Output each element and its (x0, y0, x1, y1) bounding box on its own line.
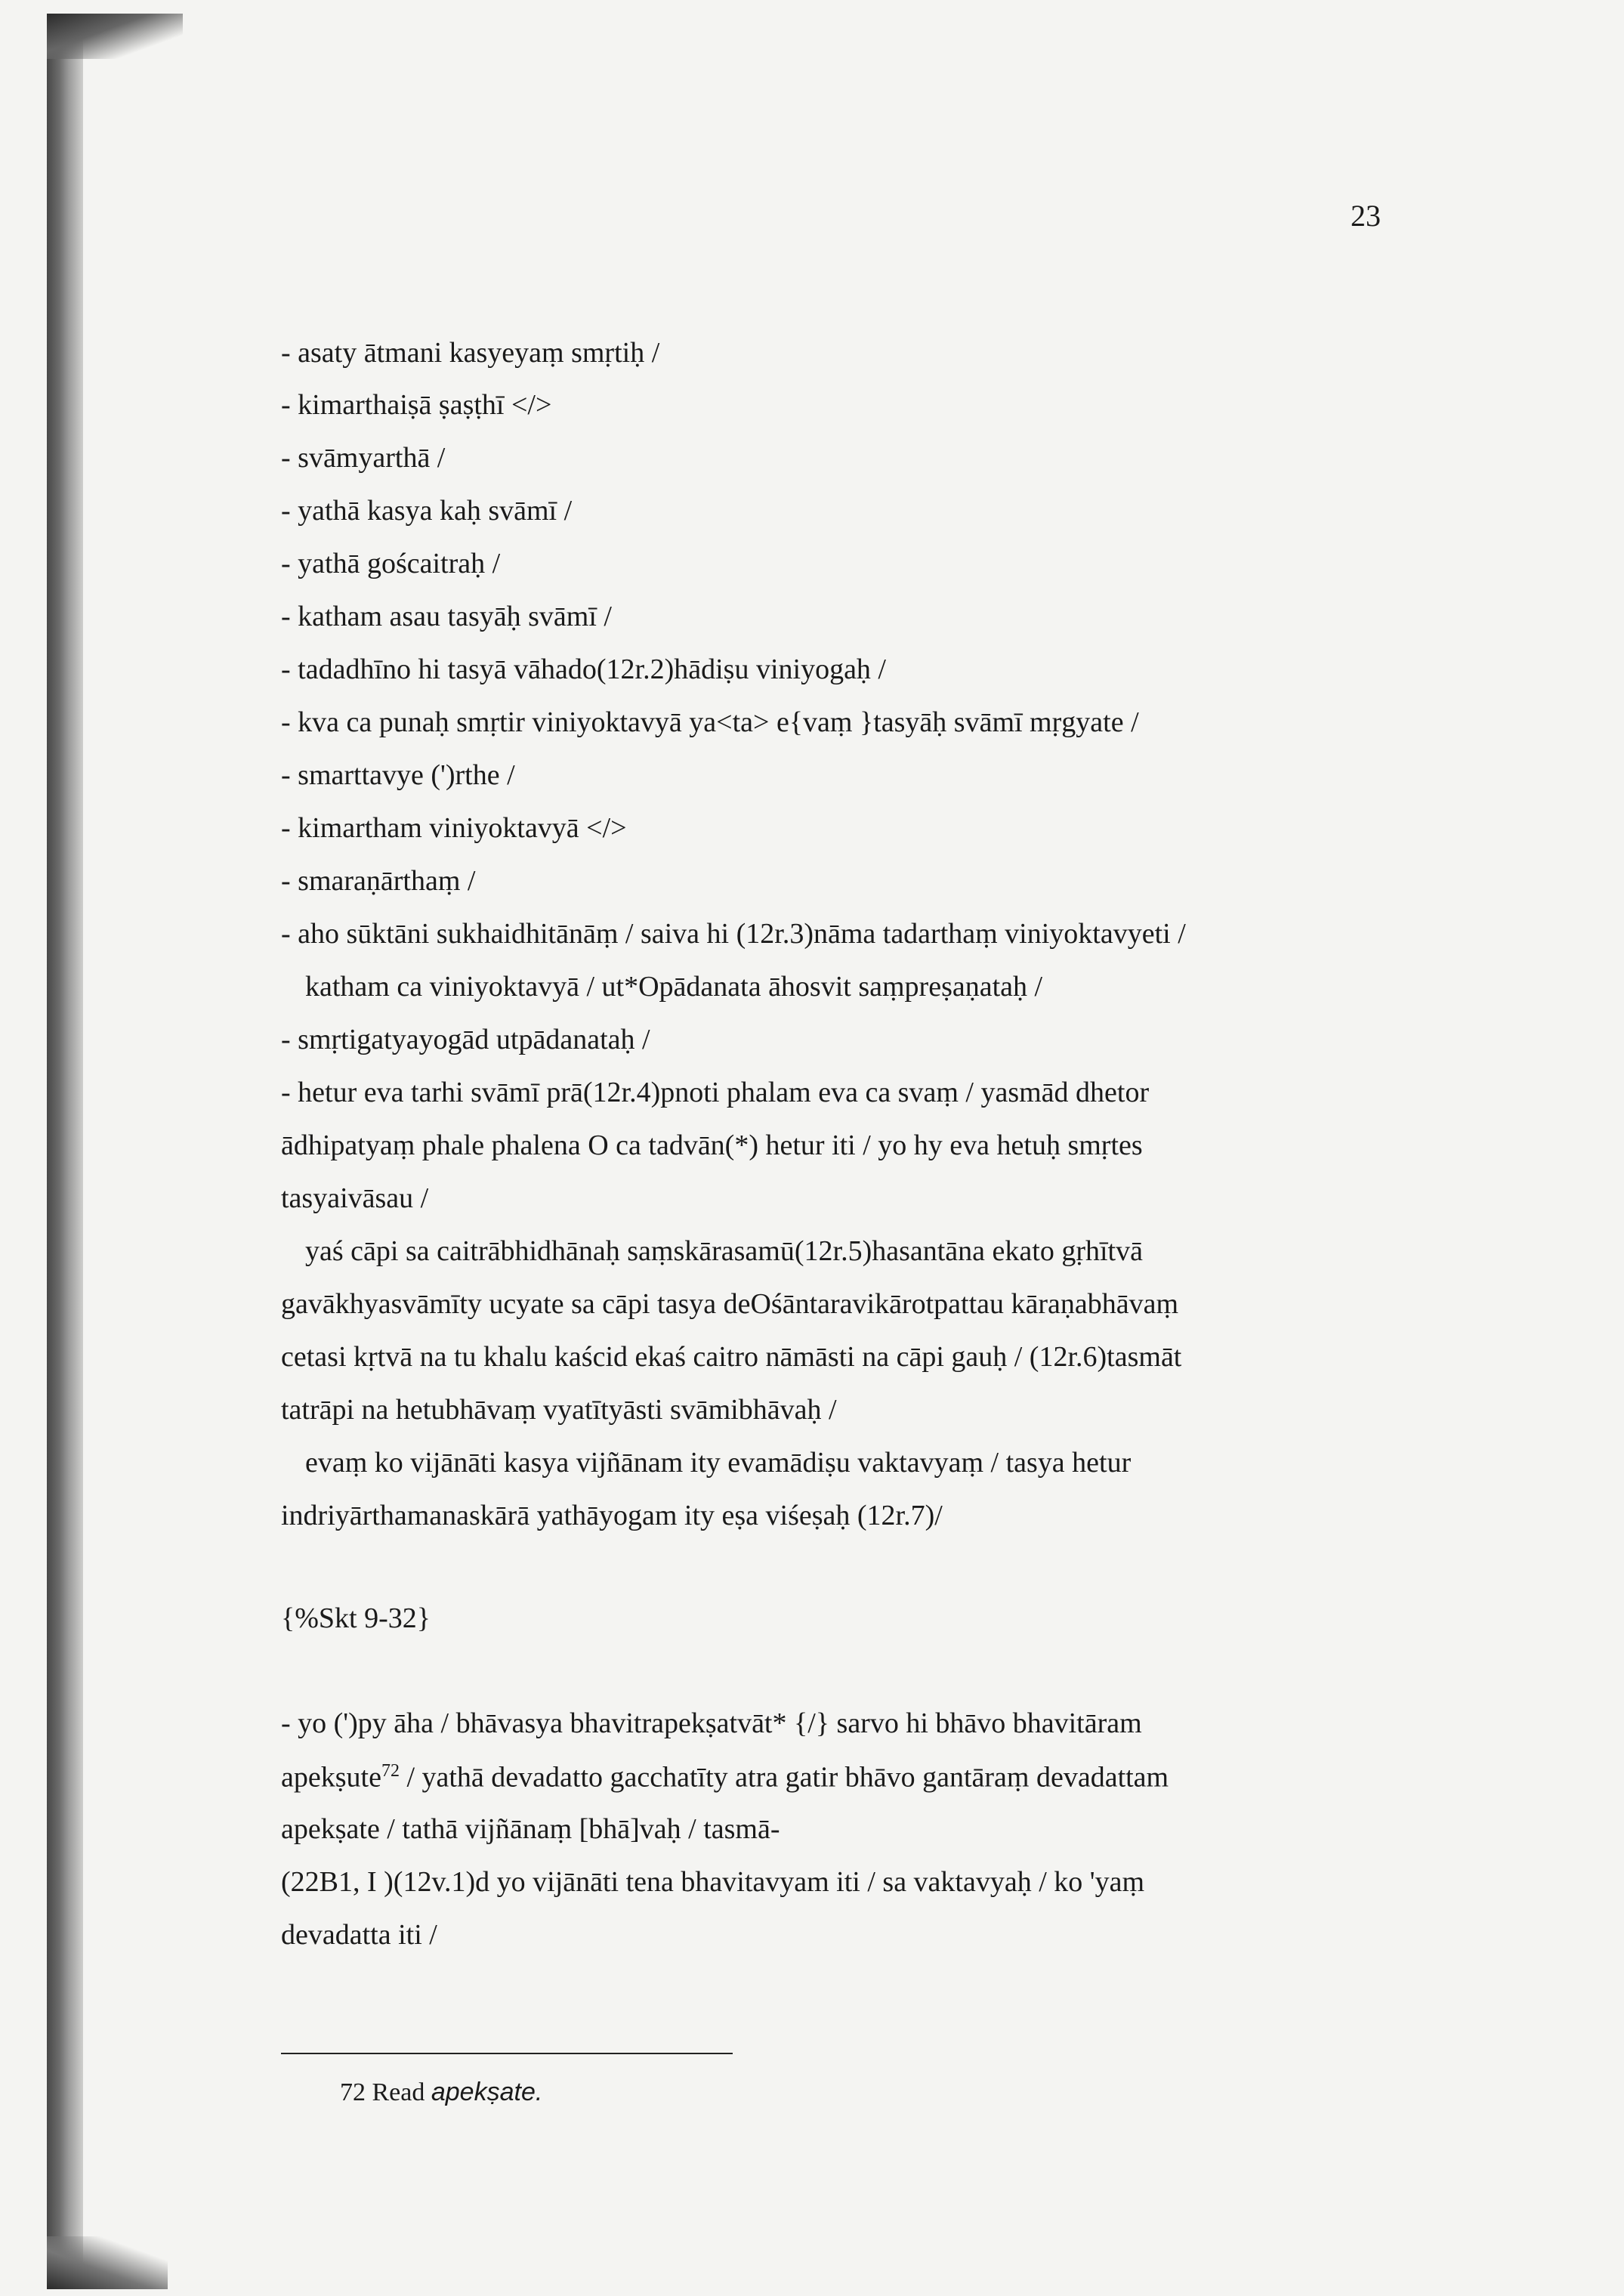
text-line: - yo (')py āha / bhāvasya bhavitrapekṣatvāt* {/} sarvo hi bhāvo bhavitāram (281, 1707, 1142, 1739)
text-line: yaś cāpi sa caitrābhidhānaḥ saṃskārasamū(12r.5)hasantāna ekato gṛhītvā (305, 1235, 1143, 1267)
footnote-text: Read (372, 2078, 425, 2106)
footnote-italic: apekṣate. (431, 2078, 543, 2106)
text-line: - kimarthaiṣā ṣaṣṭhī </> (281, 389, 552, 421)
text-line: - yathā goścaitraḥ / (281, 548, 501, 579)
text-line: - katham asau tasyāḥ svāmī / (281, 601, 612, 632)
text-line: - aho sūktāni sukhaidhitānāṃ / saiva hi (12r.3)nāma tadarthaṃ viniyoktavyeti / (281, 918, 1186, 950)
text-line: apekṣate / tathā vijñānaṃ [bhā]vaḥ / tasmā- (281, 1813, 780, 1845)
book-binding-shadow (47, 30, 83, 2289)
text-line: - smṛtigatyayogād utpādanataḥ / (281, 1024, 650, 1055)
text-line: - kimartham viniyoktavyā </> (281, 812, 627, 844)
text-line: cetasi kṛtvā na tu khalu kaścid ekaś caitro nāmāsti na cāpi gauḥ / (12r.6)tasmāt (281, 1341, 1182, 1373)
text-line: - kva ca punaḥ smṛtir viniyoktavyā ya<ta> e{vaṃ }tasyāḥ svāmī mṛgyate / (281, 706, 1139, 738)
footnote-divider (281, 2053, 733, 2054)
text-line: indriyārthamanaskārā yathāyogam ity eṣa viśeṣaḥ (12r.7)/ (281, 1500, 943, 1531)
text-line: evaṃ ko vijānāti kasya vijñānam ity evamādiṣu vaktavyaṃ / tasya hetur (305, 1447, 1132, 1479)
text-line: devadatta iti / (281, 1919, 437, 1951)
text-segment: apekṣute (281, 1761, 381, 1794)
text-line: - asaty ātmani kasyeyaṃ smṛtiḥ / (281, 337, 660, 369)
text-line: gavākhyasvāmīty ucyate sa cāpi tasya deOśāntaravikārotpattau kāraṇabhāvaṃ (281, 1288, 1179, 1320)
text-line: tasyaivāsau / (281, 1182, 429, 1214)
text-line: (22B1, I )(12v.1)d yo vijānāti tena bhavitavyam iti / sa vaktavyaḥ / ko 'yaṃ (281, 1866, 1145, 1898)
page-number: 23 (1351, 199, 1381, 233)
text-line: tatrāpi na hetubhāvaṃ vyatītyāsti svāmibhāvaḥ / (281, 1394, 837, 1426)
text-line (281, 1762, 1169, 1792)
text-line: - smaraṇārthaṃ / (281, 865, 476, 897)
text-line: - yathā kasya kaḥ svāmī / (281, 495, 573, 527)
text-segment: / yathā devadatto gacchatīty atra gatir bhāvo gantāraṃ devadattam (399, 1761, 1169, 1794)
text-line: - tadadhīno hi tasyā vāhado(12r.2)hādiṣu viniyogaḥ / (281, 654, 886, 685)
section-marker: {%Skt 9-32} (281, 1602, 431, 1634)
text-line: - svāmyarthā / (281, 442, 446, 474)
text-line: - smarttavye (')rthe / (281, 759, 515, 791)
footnote-number: 72 (340, 2078, 366, 2106)
text-line: ādhipatyaṃ phale phalena O ca tadvān(*) hetur iti / yo hy eva hetuḥ smṛtes (281, 1129, 1143, 1161)
text-line: - hetur eva tarhi svāmī prā(12r.4)pnoti phalam eva ca svaṃ / yasmād dhetor (281, 1077, 1150, 1108)
footnote (340, 2078, 542, 2107)
binding-top-shadow (47, 14, 183, 59)
text-line: katham ca viniyoktavyā / ut*Opādanata āhosvit saṃpreṣaṇataḥ / (305, 971, 1043, 1003)
binding-bottom-shadow (47, 2236, 168, 2289)
footnote-ref: 72 (381, 1761, 400, 1781)
